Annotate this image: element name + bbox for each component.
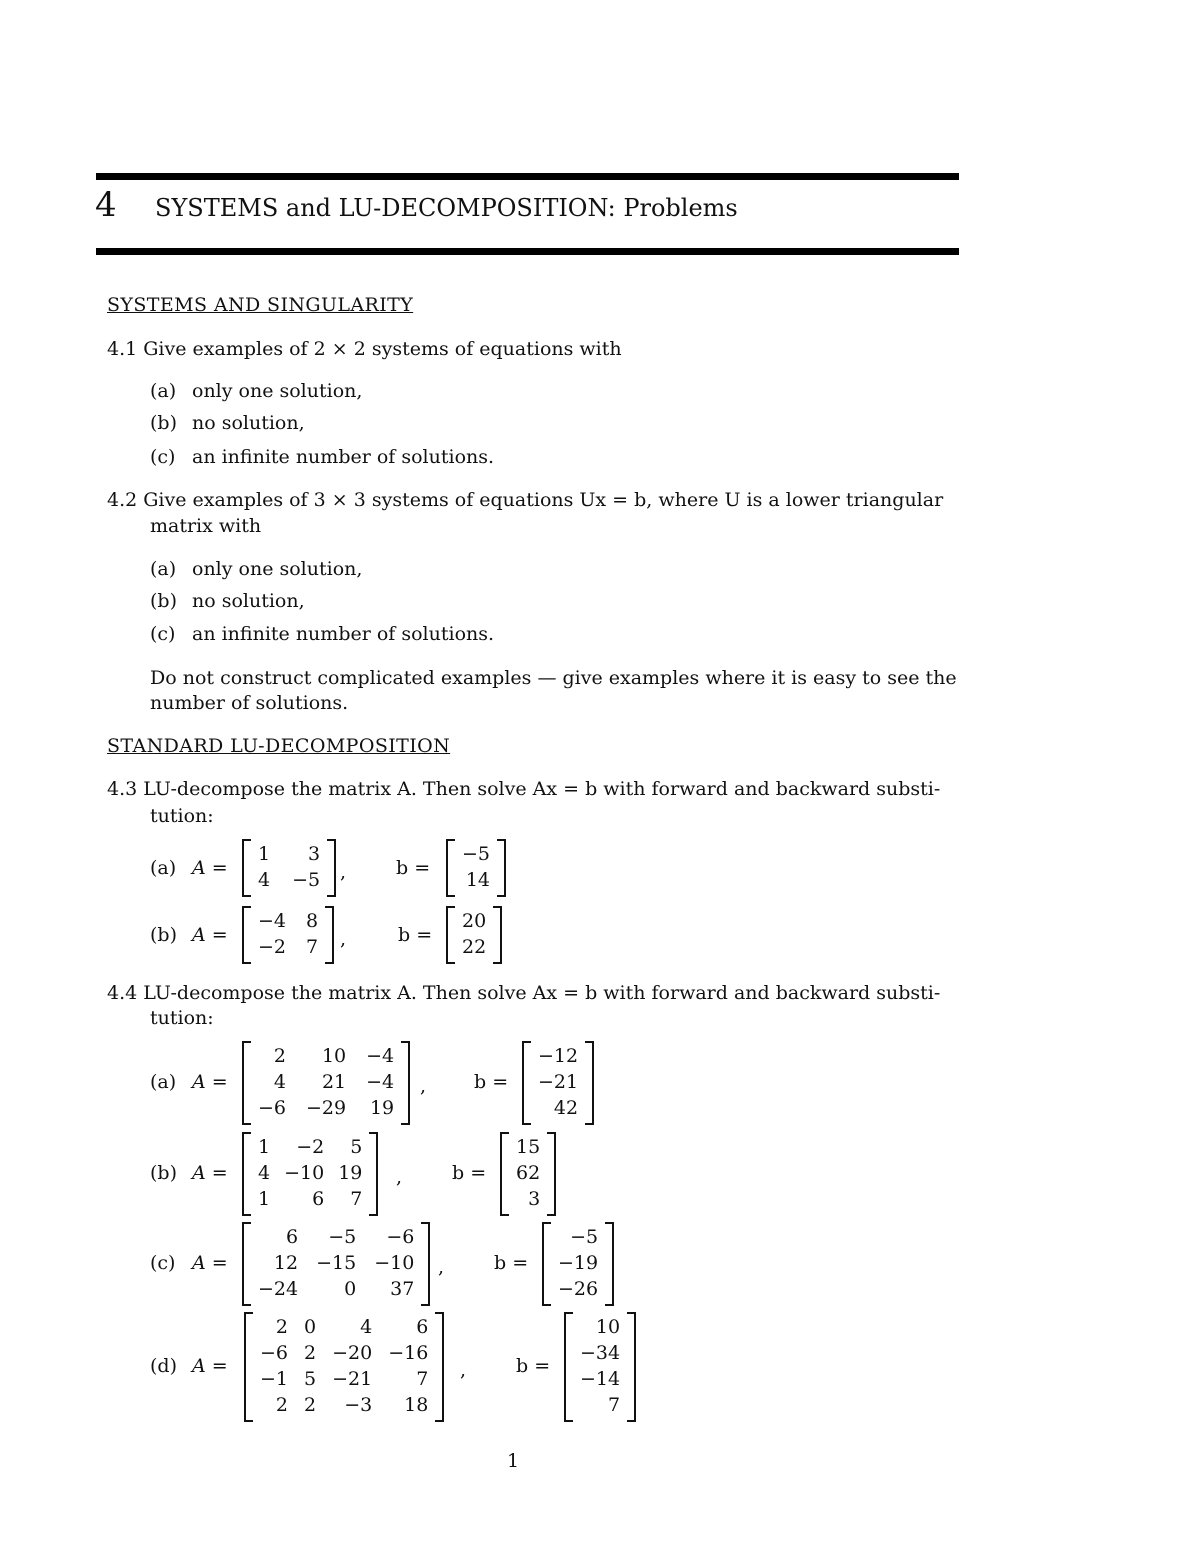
matrix-cell: 2 xyxy=(304,1342,317,1364)
item-label: (a) xyxy=(150,558,177,580)
problem-4-3-stem-line1: 4.3 LU-decompose the matrix A. Then solve Ax = b with forward and backward substi- xyxy=(107,778,941,800)
page-number: 1 xyxy=(507,1450,520,1472)
problem-4-2-note-line1: Do not construct complicated examples — give examples where it is easy to see the xyxy=(150,667,957,689)
vector-cell: 42 xyxy=(553,1097,579,1119)
matrix-cell: 6 xyxy=(286,1226,299,1248)
matrix-cell: −6 xyxy=(258,1097,287,1119)
problem-4-2-note-line2: number of solutions. xyxy=(150,692,349,714)
vector-cell: 7 xyxy=(608,1394,621,1416)
vector-cell: 15 xyxy=(516,1136,541,1158)
item-label: (b) xyxy=(150,412,177,434)
vector-cell: −14 xyxy=(580,1368,621,1390)
matrix-cell: 1 xyxy=(258,843,271,865)
matrix-cell: −4 xyxy=(366,1045,395,1067)
matrix-cell: −5 xyxy=(292,869,321,891)
item-text: only one solution, xyxy=(192,380,363,402)
matrix-cell: 8 xyxy=(306,910,319,932)
matrix-cell: −10 xyxy=(374,1252,415,1274)
comma: , xyxy=(438,1256,445,1278)
matrix-cell: −21 xyxy=(332,1368,373,1390)
matrix-cell: 4 xyxy=(258,1162,271,1184)
matrix-cell: 2 xyxy=(273,1045,287,1067)
matrix-a-prefix: A = xyxy=(192,857,228,879)
matrix-cell: 12 xyxy=(273,1252,299,1274)
matrix-a xyxy=(244,1312,444,1420)
matrix-a-prefix: A = xyxy=(192,1252,228,1274)
vector-b xyxy=(446,839,506,895)
vector-b-prefix: b = xyxy=(396,857,431,879)
matrix-cell: 4 xyxy=(258,869,271,891)
vector-cell: 3 xyxy=(528,1188,541,1210)
vector-b xyxy=(564,1312,636,1420)
item-label: (c) xyxy=(150,446,176,468)
matrix-cell: 6 xyxy=(312,1188,325,1210)
vector-b-prefix: b = xyxy=(398,924,433,946)
chapter-title: SYSTEMS and LU-DECOMPOSITION: Problems xyxy=(155,194,738,222)
matrix-cell: 3 xyxy=(308,843,321,865)
matrix-cell: 5 xyxy=(304,1368,317,1390)
matrix-cell: 5 xyxy=(350,1136,363,1158)
matrix-cell: −1 xyxy=(260,1368,289,1390)
matrix-cell: −10 xyxy=(284,1162,325,1184)
matrix-cell: 19 xyxy=(369,1097,395,1119)
matrix-cell: −4 xyxy=(258,910,287,932)
matrix-cell: −16 xyxy=(388,1342,429,1364)
problem-4-1-item-c xyxy=(150,445,494,469)
comma: , xyxy=(340,861,347,883)
chapter-number: 4 xyxy=(95,185,117,225)
section-heading-lu: STANDARD LU-DECOMPOSITION xyxy=(107,735,451,757)
vector-b xyxy=(446,906,502,962)
comma: , xyxy=(460,1359,467,1381)
vector-b-prefix: b = xyxy=(494,1252,529,1274)
vector-b xyxy=(522,1041,594,1123)
vector-cell: −12 xyxy=(538,1045,579,1067)
part-label: (a) xyxy=(150,1071,177,1093)
matrix-a-prefix: A = xyxy=(192,1355,228,1377)
matrix-cell: 10 xyxy=(321,1045,347,1067)
matrix-cell: 6 xyxy=(416,1316,429,1338)
item-text: an infinite number of solutions. xyxy=(192,446,495,468)
matrix-cell: 37 xyxy=(390,1278,415,1300)
vector-cell: 10 xyxy=(595,1316,621,1338)
problem-4-2-stem-line1: 4.2 Give examples of 3 × 3 systems of equations Ux = b, where U is a lower triangular xyxy=(107,489,944,511)
problem-4-2-item-b xyxy=(150,589,305,613)
matrix-cell: −29 xyxy=(306,1097,347,1119)
vector-cell: −5 xyxy=(570,1226,599,1248)
problem-4-1-item-a xyxy=(150,379,362,403)
matrix-cell: −15 xyxy=(316,1252,357,1274)
item-label: (b) xyxy=(150,590,177,612)
item-label: (c) xyxy=(150,623,176,645)
matrix-cell: 1 xyxy=(258,1136,271,1158)
matrix-cell: 2 xyxy=(275,1316,289,1338)
vector-cell: −5 xyxy=(462,843,491,865)
section-heading-systems: SYSTEMS AND SINGULARITY xyxy=(107,294,414,316)
bottom-rule xyxy=(96,248,959,255)
part-label: (b) xyxy=(150,924,177,946)
matrix-cell: −6 xyxy=(386,1226,415,1248)
matrix-cell: 4 xyxy=(273,1071,287,1093)
matrix-cell: 4 xyxy=(360,1316,373,1338)
matrix-a-prefix: A = xyxy=(192,1071,228,1093)
matrix-cell: −2 xyxy=(258,936,287,958)
vector-cell: −19 xyxy=(558,1252,599,1274)
matrix-a-prefix: A = xyxy=(192,1162,228,1184)
item-text: no solution, xyxy=(192,412,305,434)
problem-4-4-stem-line1: 4.4 LU-decompose the matrix A. Then solve Ax = b with forward and backward substi- xyxy=(107,982,941,1004)
vector-cell: 22 xyxy=(462,936,487,958)
matrix-a-prefix: A = xyxy=(192,924,228,946)
item-text: an infinite number of solutions. xyxy=(192,623,495,645)
vector-cell: 62 xyxy=(516,1162,541,1184)
part-label: (b) xyxy=(150,1162,177,1184)
problem-4-1-stem: 4.1 Give examples of 2 × 2 systems of equations with xyxy=(107,338,622,360)
matrix-a xyxy=(242,839,336,895)
problem-4-3-stem-line2: tution: xyxy=(150,805,214,827)
part-label: (a) xyxy=(150,857,177,879)
vector-cell: 20 xyxy=(462,910,487,932)
matrix-cell: 0 xyxy=(304,1316,317,1338)
item-text: no solution, xyxy=(192,590,305,612)
vector-cell: −34 xyxy=(580,1342,621,1364)
vector-b-prefix: b = xyxy=(474,1071,509,1093)
problem-4-2-item-c xyxy=(150,622,494,646)
vector-cell: −21 xyxy=(538,1071,579,1093)
matrix-cell: 2 xyxy=(304,1394,317,1416)
problem-4-2-item-a xyxy=(150,557,362,581)
matrix-cell: 19 xyxy=(338,1162,363,1184)
matrix-cell: 7 xyxy=(350,1188,363,1210)
matrix-cell: 2 xyxy=(275,1394,289,1416)
matrix-cell: −3 xyxy=(344,1394,373,1416)
part-label: (d) xyxy=(150,1355,177,1377)
matrix-cell: 18 xyxy=(404,1394,429,1416)
vector-cell: −26 xyxy=(558,1278,599,1300)
matrix-cell: −24 xyxy=(258,1278,299,1300)
vector-b-prefix: b = xyxy=(516,1355,551,1377)
matrix-cell: −5 xyxy=(328,1226,357,1248)
comma: , xyxy=(340,928,347,950)
comma: , xyxy=(396,1166,403,1188)
top-rule xyxy=(96,173,959,180)
vector-cell: 14 xyxy=(465,869,491,891)
item-text: only one solution, xyxy=(192,558,363,580)
vector-b xyxy=(500,1132,556,1214)
matrix-cell: −20 xyxy=(332,1342,373,1364)
matrix-a xyxy=(242,906,334,962)
problem-4-2-stem-line2: matrix with xyxy=(150,515,262,537)
matrix-a xyxy=(242,1132,378,1214)
matrix-cell: 7 xyxy=(306,936,319,958)
matrix-a xyxy=(242,1041,410,1123)
matrix-a xyxy=(242,1222,430,1304)
vector-b xyxy=(542,1222,614,1304)
item-label: (a) xyxy=(150,380,177,402)
problem-4-1-item-b xyxy=(150,411,305,435)
matrix-cell: 0 xyxy=(344,1278,357,1300)
comma: , xyxy=(420,1075,427,1097)
part-label: (c) xyxy=(150,1252,176,1274)
matrix-cell: 7 xyxy=(416,1368,429,1390)
problem-4-4-stem-line2: tution: xyxy=(150,1007,214,1029)
matrix-cell: −2 xyxy=(296,1136,325,1158)
vector-b-prefix: b = xyxy=(452,1162,487,1184)
matrix-cell: 21 xyxy=(321,1071,347,1093)
matrix-cell: −4 xyxy=(366,1071,395,1093)
matrix-cell: −6 xyxy=(260,1342,289,1364)
matrix-cell: 1 xyxy=(258,1188,271,1210)
